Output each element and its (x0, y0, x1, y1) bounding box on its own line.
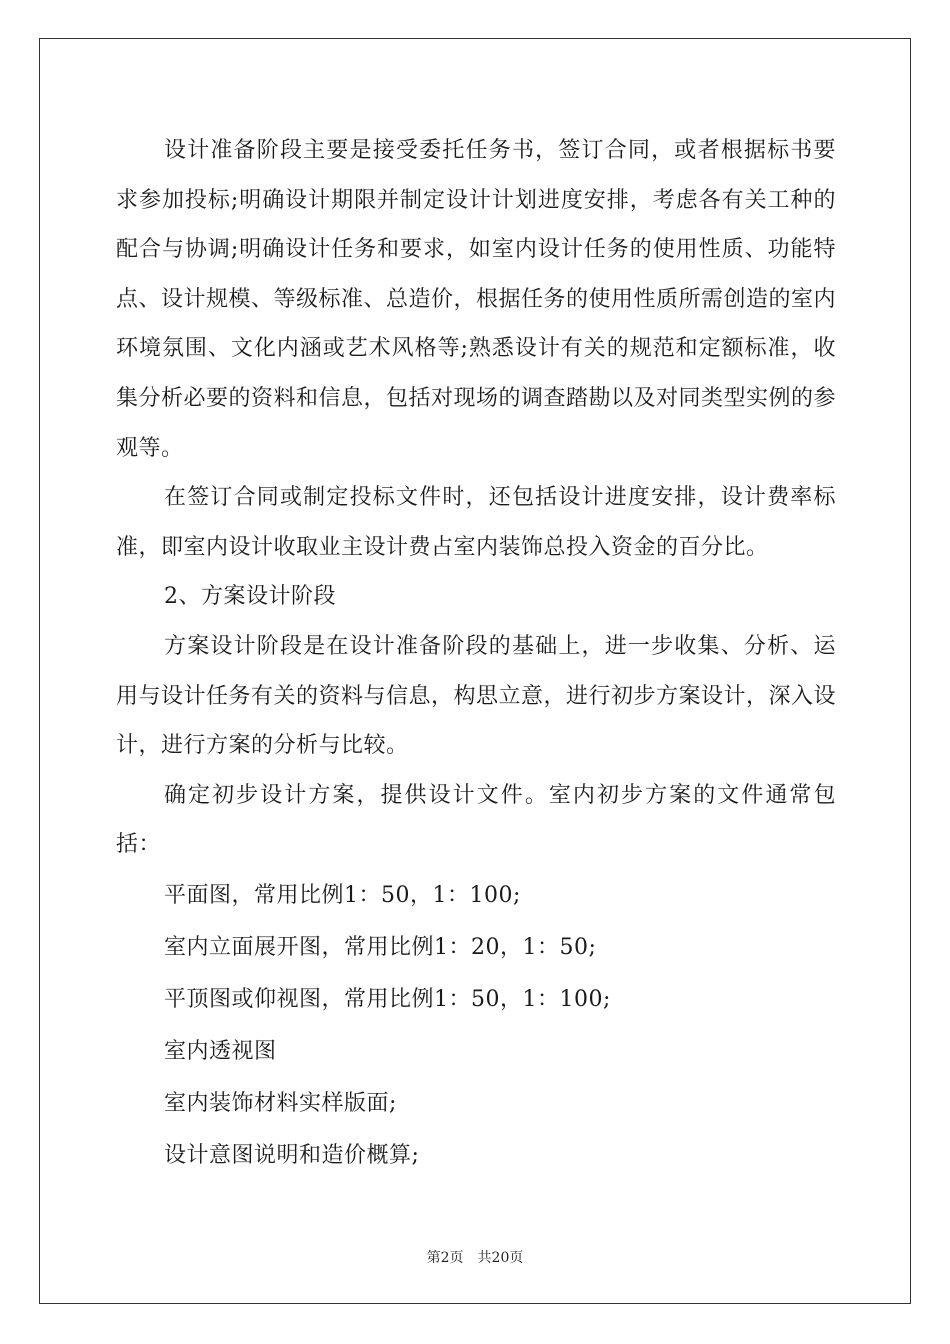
list-item: 室内立面展开图，常用比例1：20，1：50; (164, 934, 597, 960)
list-item: 设计意图说明和造价概算; (164, 1142, 420, 1168)
page-number-footer: 第2页 共20页 (426, 1250, 524, 1266)
document-body (116, 126, 836, 1182)
document-list (116, 870, 836, 1182)
paragraph-contract-fees: 在签订合同或制定投标文件时，还包括设计进度安排，设计费率标准，即室内设计收取业主设计费占室内装饰总投入资金的百分比。 (116, 485, 836, 560)
list-item: 平面图，常用比例1：50，1：100; (164, 882, 521, 908)
paragraph-design-preparation: 设计准备阶段主要是接受委托任务书，签订合同，或者根据标书要求参加投标;明确设计期限并制定设计计划进度安排，考虑各有关工种的配合与协调;明确设计任务和要求，如室内设计任务的使用性质、功能特点、设计规模、等级标准、总造价，根据任务的使用性质所需创造的室内环境氛围、文化内涵或艺术风格等;熟悉设计有关的规范和定额标准，收集分析必要的资料和信息，包括对现场的调查踏勘以及对同类型实例的参观等。 (116, 138, 837, 461)
section-heading-scheme-design: 2、方案设计阶段 (164, 584, 336, 610)
paragraph-scheme-design: 方案设计阶段是在设计准备阶段的基础上，进一步收集、分析、运用与设计任务有关的资料与信息，构思立意，进行初步方案设计，深入设计，进行方案的分析与比较。 (116, 633, 837, 759)
list-item: 平顶图或仰视图，常用比例1：50，1：100; (164, 986, 611, 1012)
list-item: 室内透视图 (164, 1038, 277, 1064)
paragraph-preliminary-documents: 确定初步设计方案，提供设计文件。室内初步方案的文件通常包括： (116, 782, 836, 858)
list-item: 室内装饰材料实样版面; (164, 1090, 397, 1116)
